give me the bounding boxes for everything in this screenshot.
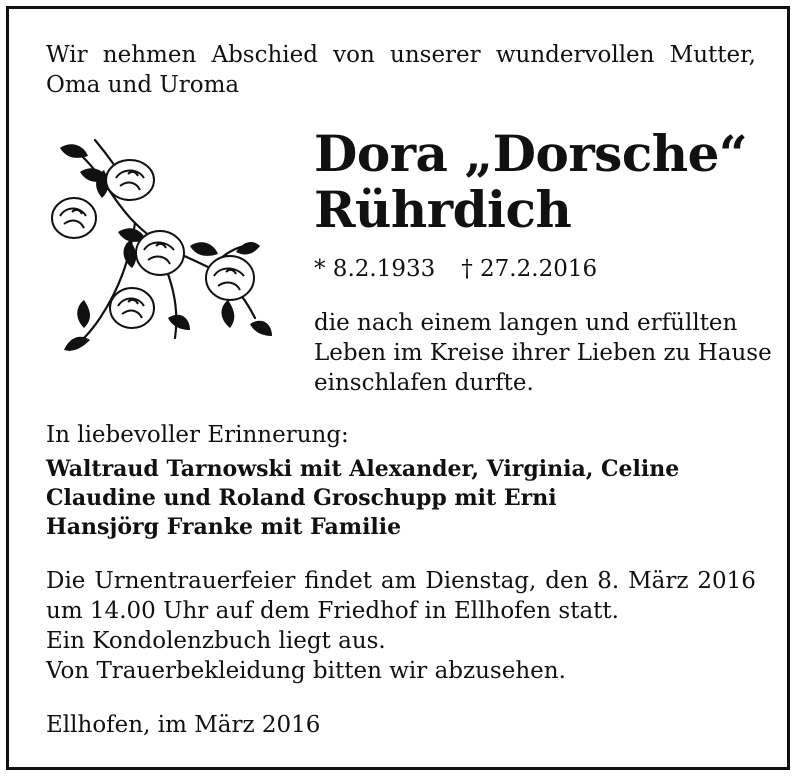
word: von	[333, 42, 375, 68]
name-line-2: Rührdich	[314, 180, 572, 239]
description-line: die nach einem langen und erfüllten	[314, 310, 738, 336]
word: Die	[46, 568, 86, 594]
word: den	[545, 568, 589, 594]
word: Dienstag,	[425, 568, 537, 594]
memory-heading: In liebevoller Erinnerung:	[46, 422, 349, 448]
word: Mutter,	[669, 42, 756, 68]
word: unserer	[390, 42, 481, 68]
word: März	[628, 568, 689, 594]
death-date: † 27.2.2016	[461, 256, 598, 282]
word: am	[380, 568, 417, 594]
life-dates	[314, 254, 597, 284]
word: 8.	[597, 568, 620, 594]
mourner-line: Hansjörg Franke mit Familie	[46, 514, 402, 540]
word: Urnentrauerfeier	[94, 568, 296, 594]
description-line: Leben im Kreise ihrer Lieben zu Hause	[314, 340, 772, 366]
birth-date: * 8.2.1933	[314, 256, 436, 282]
word: nehmen	[102, 42, 197, 68]
word: Wir	[46, 42, 88, 68]
ceremony-line: Ein Kondolenzbuch liegt aus.	[46, 628, 386, 654]
place-date: Ellhofen, im März 2016	[46, 712, 321, 738]
name-line-1: Dora „Dorsche“	[314, 124, 748, 183]
word: 2016	[697, 568, 756, 594]
roses-icon	[40, 128, 280, 358]
description	[314, 308, 772, 398]
word: wundervollen	[495, 42, 655, 68]
mourners-list	[46, 455, 679, 542]
ceremony-info	[46, 566, 756, 686]
ceremony-line: um 14.00 Uhr auf dem Friedhof in Ellhofen statt.	[46, 598, 619, 624]
word: findet	[304, 568, 373, 594]
farewell-line-1	[46, 40, 756, 70]
mourner-line: Claudine und Roland Groschupp mit Erni	[46, 485, 557, 511]
description-line: einschlafen durfte.	[314, 370, 534, 396]
farewell-text	[46, 40, 756, 100]
ceremony-line-1	[46, 566, 756, 596]
farewell-line-2: Oma und Uroma	[46, 72, 240, 98]
word: Abschied	[211, 42, 318, 68]
mourner-line: Waltraud Tarnowski mit Alexander, Virginia, Celine	[46, 456, 680, 482]
deceased-name	[314, 126, 747, 238]
ceremony-line: Von Trauerbekleidung bitten wir abzusehen.	[46, 658, 566, 684]
